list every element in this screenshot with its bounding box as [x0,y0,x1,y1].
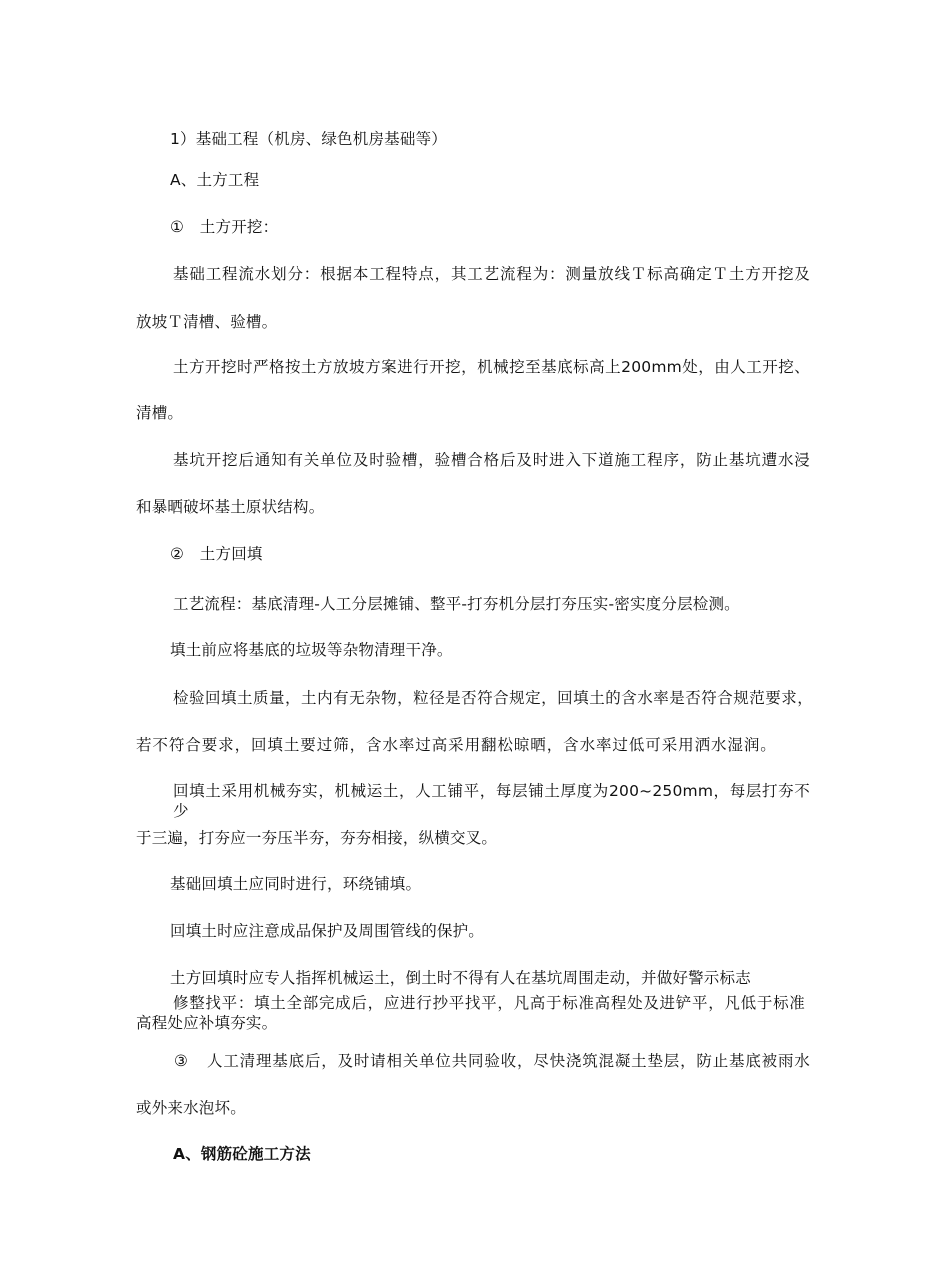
paragraph-2-line-2: 清槽。 [136,404,184,422]
item-heading-backfill: ② 土方回填 [170,545,263,563]
subsection-heading-earthwork: A、土方工程 [170,171,260,189]
paragraph-6-line-1: 检验回填土质量，土内有无杂物，粒径是否符合规定，回填土的含水率是否符合规范要求， [173,689,813,707]
item-3-line-2: 或外来水泡坏。 [136,1099,246,1117]
paragraph-11-line-1: 修整找平：填土全部完成后，应进行抄平找平，凡高于标准高程处及进铲平，凡低于标准 [173,994,805,1012]
paragraph-3-line-2: 和暴晒破坏基土原状结构。 [136,498,325,516]
item-heading-excavation: ① 土方开挖： [170,218,279,236]
section-title: 1）基础工程（机房、绿色机房基础等） [170,130,447,148]
paragraph-5: 填土前应将基底的垃圾等杂物清理干净。 [170,641,453,659]
paragraph-9: 回填土时应注意成品保护及周围管线的保护。 [170,922,485,940]
paragraph-4: 工艺流程：基底清理-人工分层摊铺、整平-打夯机分层打夯压实-密实度分层检测。 [173,595,740,613]
paragraph-10: 土方回填时应专人指挥机械运土，倒土时不得有人在基坑周围走动，并做好警示标志 [170,969,751,987]
paragraph-3-line-1: 基坑开挖后通知有关单位及时验槽，验槽合格后及时进入下道施工程序，防止基坑遭水浸 [173,451,810,469]
item-3-marker: ③ [174,1052,189,1070]
subsection-heading-rebar-concrete: A、钢筋砼施工方法 [173,1145,311,1163]
paragraph-6-line-2: 若不符合要求，回填土要过筛，含水率过高采用翻松晾晒，含水率过低可采用洒水湿润。 [136,736,776,754]
paragraph-1-line-1: 基础工程流水划分：根据本工程特点，其工艺流程为：测量放线Ｔ标高确定Ｔ土方开挖及 [173,265,810,283]
paragraph-2-line-1: 土方开挖时严格按土方放坡方案进行开挖，机械挖至基底标高上200mm处，由人工开挖、 [173,358,810,376]
paragraph-7-line-1: 回填土采用机械夯实，机械运土，人工铺平，每层铺土厚度为200~250mm，每层打夯不少 [173,782,810,820]
paragraph-1-line-2: 放坡Ｔ清槽、验槽。 [136,313,278,331]
paragraph-8: 基础回填土应同时进行，环绕铺填。 [170,875,422,893]
paragraph-11-line-2: 高程处应补填夯实。 [136,1014,278,1032]
item-3-line-1: 人工清理基底后，及时请相关单位共同验收，尽快浇筑混凝土垫层，防止基底被雨水 [207,1052,810,1070]
paragraph-7-line-2: 于三遍，打夯应一夯压半夯，夯夯相接，纵横交叉。 [136,829,498,847]
